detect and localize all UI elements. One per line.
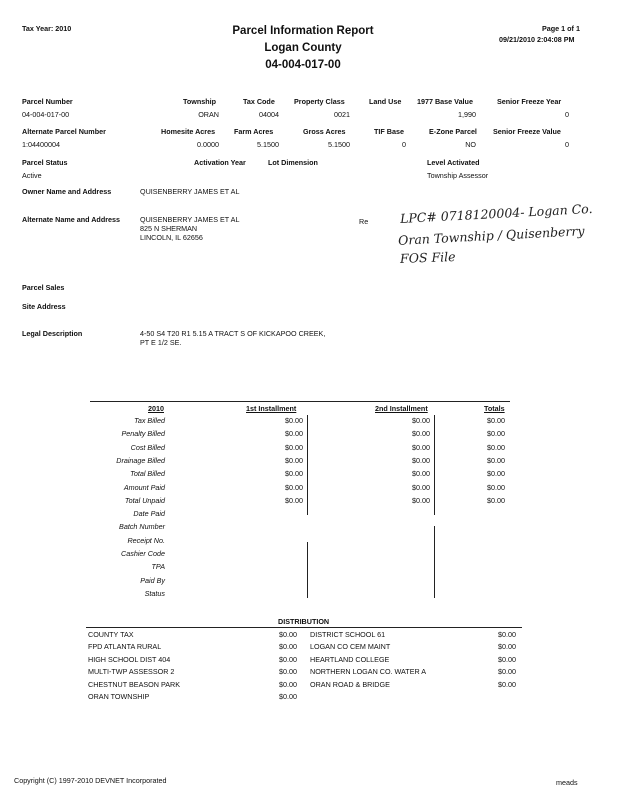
distribution-right-amount: $0.00 — [498, 679, 516, 689]
label-township: Township — [183, 97, 217, 106]
distribution-left-name: MULTI-TWP ASSESSOR 2 — [88, 667, 175, 677]
value-tif-base: 0 — [402, 140, 406, 149]
tax-row-label: Total Billed — [130, 469, 165, 479]
tax-row-v1: $0.00 — [285, 495, 303, 505]
distribution-left-name: ORAN TOWNSHIP — [88, 692, 150, 701]
distribution-right-amount: $0.00 — [498, 630, 516, 639]
tax-row-v2: $0.00 — [412, 495, 430, 505]
label-alternate-name: Alternate Name and Address — [22, 215, 120, 224]
label-farm-acres: Farm Acres — [234, 127, 274, 136]
label-alternate-parcel-number: Alternate Parcel Number — [22, 127, 106, 136]
tax-row-label: Date Paid — [133, 509, 165, 519]
distribution-left-name: CHESTNUT BEASON PARK — [88, 679, 180, 689]
label-lot-dimension: Lot Dimension — [268, 158, 318, 167]
col-totals: Totals — [484, 404, 505, 413]
col1-divider-lower — [307, 542, 308, 598]
distribution-left-amount: $0.00 — [279, 654, 297, 664]
tax-year-header: 2010 — [148, 404, 164, 413]
alternate-name-line-1: QUISENBERRY JAMES ET AL — [140, 215, 240, 224]
re-label: Re — [359, 217, 369, 226]
tax-row-v3: $0.00 — [487, 442, 505, 452]
label-legal-description: Legal Description — [22, 329, 83, 338]
tax-row-label: Status — [144, 588, 165, 598]
tax-row-v2: $0.00 — [412, 482, 430, 492]
tax-row-v1: $0.00 — [285, 442, 303, 452]
report-datetime: 09/21/2010 2:04:08 PM — [499, 35, 575, 44]
handwritten-line-1: LPC# 0718120004- Logan Co. — [399, 200, 593, 227]
distribution-left-name: FPD ATLANTA RURAL — [88, 642, 162, 652]
label-senior-freeze-year: Senior Freeze Year — [497, 97, 562, 106]
distribution-rule — [86, 627, 522, 628]
tax-row-label: Cashier Code — [121, 549, 165, 558]
handwritten-line-2: Oran Township / Quisenberry — [397, 223, 585, 248]
label-site-address: Site Address — [22, 302, 66, 311]
label-homesite-acres: Homesite Acres — [161, 127, 216, 136]
tax-table-top-rule — [90, 401, 510, 402]
tax-row-v3: $0.00 — [487, 482, 505, 492]
label-tax-code: Tax Code — [243, 97, 275, 106]
tax-row-v2: $0.00 — [412, 455, 430, 465]
value-parcel-status: Active — [22, 171, 42, 180]
alternate-name-line-3: LINCOLN, IL 62656 — [140, 233, 203, 242]
distribution-left-amount: $0.00 — [279, 667, 297, 677]
tax-row-v1: $0.00 — [285, 429, 303, 439]
alternate-name-line-2: 825 N SHERMAN — [140, 224, 198, 233]
user-name: meads — [556, 778, 578, 787]
tax-row-v2: $0.00 — [412, 469, 430, 479]
distribution-left-amount: $0.00 — [279, 679, 297, 689]
col-2nd-installment: 2nd Installment — [375, 404, 428, 413]
distribution-left-amount: $0.00 — [279, 692, 297, 701]
tax-row-v3: $0.00 — [487, 416, 505, 425]
value-owner: QUISENBERRY JAMES ET AL — [140, 187, 240, 196]
label-base-value: 1977 Base Value — [417, 97, 473, 106]
label-parcel-number: Parcel Number — [22, 97, 73, 106]
tax-row-label: Batch Number — [119, 522, 165, 532]
label-parcel-sales: Parcel Sales — [22, 283, 65, 292]
value-level-activated: Township Assessor — [427, 171, 489, 180]
distribution-right-name: LOGAN CO CEM MAINT — [310, 642, 391, 652]
tax-row-label: TPA — [151, 562, 165, 572]
legal-line-1: 4-50 S4 T20 R1 5.15 A TRACT S OF KICKAPOO CREEK, — [140, 329, 326, 338]
tax-row-label: Total Unpaid — [124, 495, 165, 505]
tax-row-label: Receipt No. — [127, 535, 165, 545]
value-township: ORAN — [198, 110, 219, 119]
parcel-id-heading: 04-004-017-00 — [265, 59, 341, 71]
label-parcel-status: Parcel Status — [22, 158, 68, 167]
value-parcel-number: 04-004-017-00 — [22, 110, 70, 119]
tax-row-label: Drainage Billed — [116, 455, 165, 465]
value-tax-code: 04004 — [259, 110, 279, 119]
value-property-class: 0021 — [334, 110, 350, 119]
tax-row-v2: $0.00 — [412, 416, 430, 425]
label-level-activated: Level Activated — [427, 158, 480, 167]
tax-row-v3: $0.00 — [487, 495, 505, 505]
distribution-right-name: HEARTLAND COLLEGE — [310, 654, 390, 664]
distribution-right-amount: $0.00 — [498, 654, 516, 664]
distribution-left-name: COUNTY TAX — [88, 630, 134, 639]
col-1st-installment: 1st Installment — [246, 404, 297, 413]
label-tif-base: TIF Base — [374, 127, 404, 136]
value-ezone-parcel: NO — [465, 140, 476, 149]
value-gross-acres: 5.1500 — [328, 140, 350, 149]
tax-row-v2: $0.00 — [412, 429, 430, 439]
distribution-right-name: ORAN ROAD & BRIDGE — [310, 679, 390, 689]
value-alternate-parcel-number: 1:04400004 — [22, 140, 60, 149]
label-activation-year: Activation Year — [194, 158, 246, 167]
tax-row-label: Tax Billed — [134, 416, 165, 425]
distribution-title: DISTRIBUTION — [278, 617, 330, 626]
tax-row-label: Paid By — [140, 575, 165, 585]
value-senior-freeze-value: 0 — [565, 140, 569, 149]
label-gross-acres: Gross Acres — [303, 127, 346, 136]
tax-row-v1: $0.00 — [285, 482, 303, 492]
value-farm-acres: 5.1500 — [257, 140, 279, 149]
tax-row-v1: $0.00 — [285, 469, 303, 479]
copyright: Copyright (C) 1997-2010 DEVNET Incorporated — [14, 776, 167, 785]
col1-divider — [307, 415, 308, 515]
tax-year: Tax Year: 2010 — [22, 24, 72, 33]
distribution-right-amount: $0.00 — [498, 642, 516, 652]
tax-row-label: Cost Billed — [130, 442, 165, 452]
tax-row-v1: $0.00 — [285, 455, 303, 465]
report-title: Parcel Information Report — [232, 25, 374, 37]
label-owner: Owner Name and Address — [22, 187, 112, 196]
label-ezone-parcel: E-Zone Parcel — [429, 127, 477, 136]
legal-line-2: PT E 1/2 SE. — [140, 338, 182, 347]
tax-row-v3: $0.00 — [487, 455, 505, 465]
distribution-left-amount: $0.00 — [279, 642, 297, 652]
label-land-use: Land Use — [369, 97, 402, 106]
label-senior-freeze-value: Senior Freeze Value — [493, 127, 561, 136]
distribution-left-amount: $0.00 — [279, 630, 297, 639]
tax-row-label: Penalty Billed — [121, 429, 165, 439]
tax-row-label: Amount Paid — [123, 482, 165, 492]
tax-row-v2: $0.00 — [412, 442, 430, 452]
page-number: Page 1 of 1 — [542, 24, 580, 33]
col2-divider — [434, 415, 435, 515]
value-senior-freeze-year: 0 — [565, 110, 569, 119]
handwritten-line-3: FOS File — [399, 249, 456, 266]
value-homesite-acres: 0.0000 — [197, 140, 219, 149]
county-name: Logan County — [264, 42, 342, 54]
tax-row-v3: $0.00 — [487, 429, 505, 439]
tax-row-v3: $0.00 — [487, 469, 505, 479]
col2-divider-lower — [434, 526, 435, 598]
distribution-right-name: DISTRICT SCHOOL 61 — [310, 630, 386, 639]
distribution-right-name: NORTHERN LOGAN CO. WATER A — [310, 667, 427, 677]
value-base-value: 1,990 — [458, 110, 476, 119]
distribution-left-name: HIGH SCHOOL DIST 404 — [88, 654, 171, 664]
distribution-right-amount: $0.00 — [498, 667, 516, 677]
tax-row-v1: $0.00 — [285, 416, 303, 425]
label-property-class: Property Class — [294, 97, 345, 106]
